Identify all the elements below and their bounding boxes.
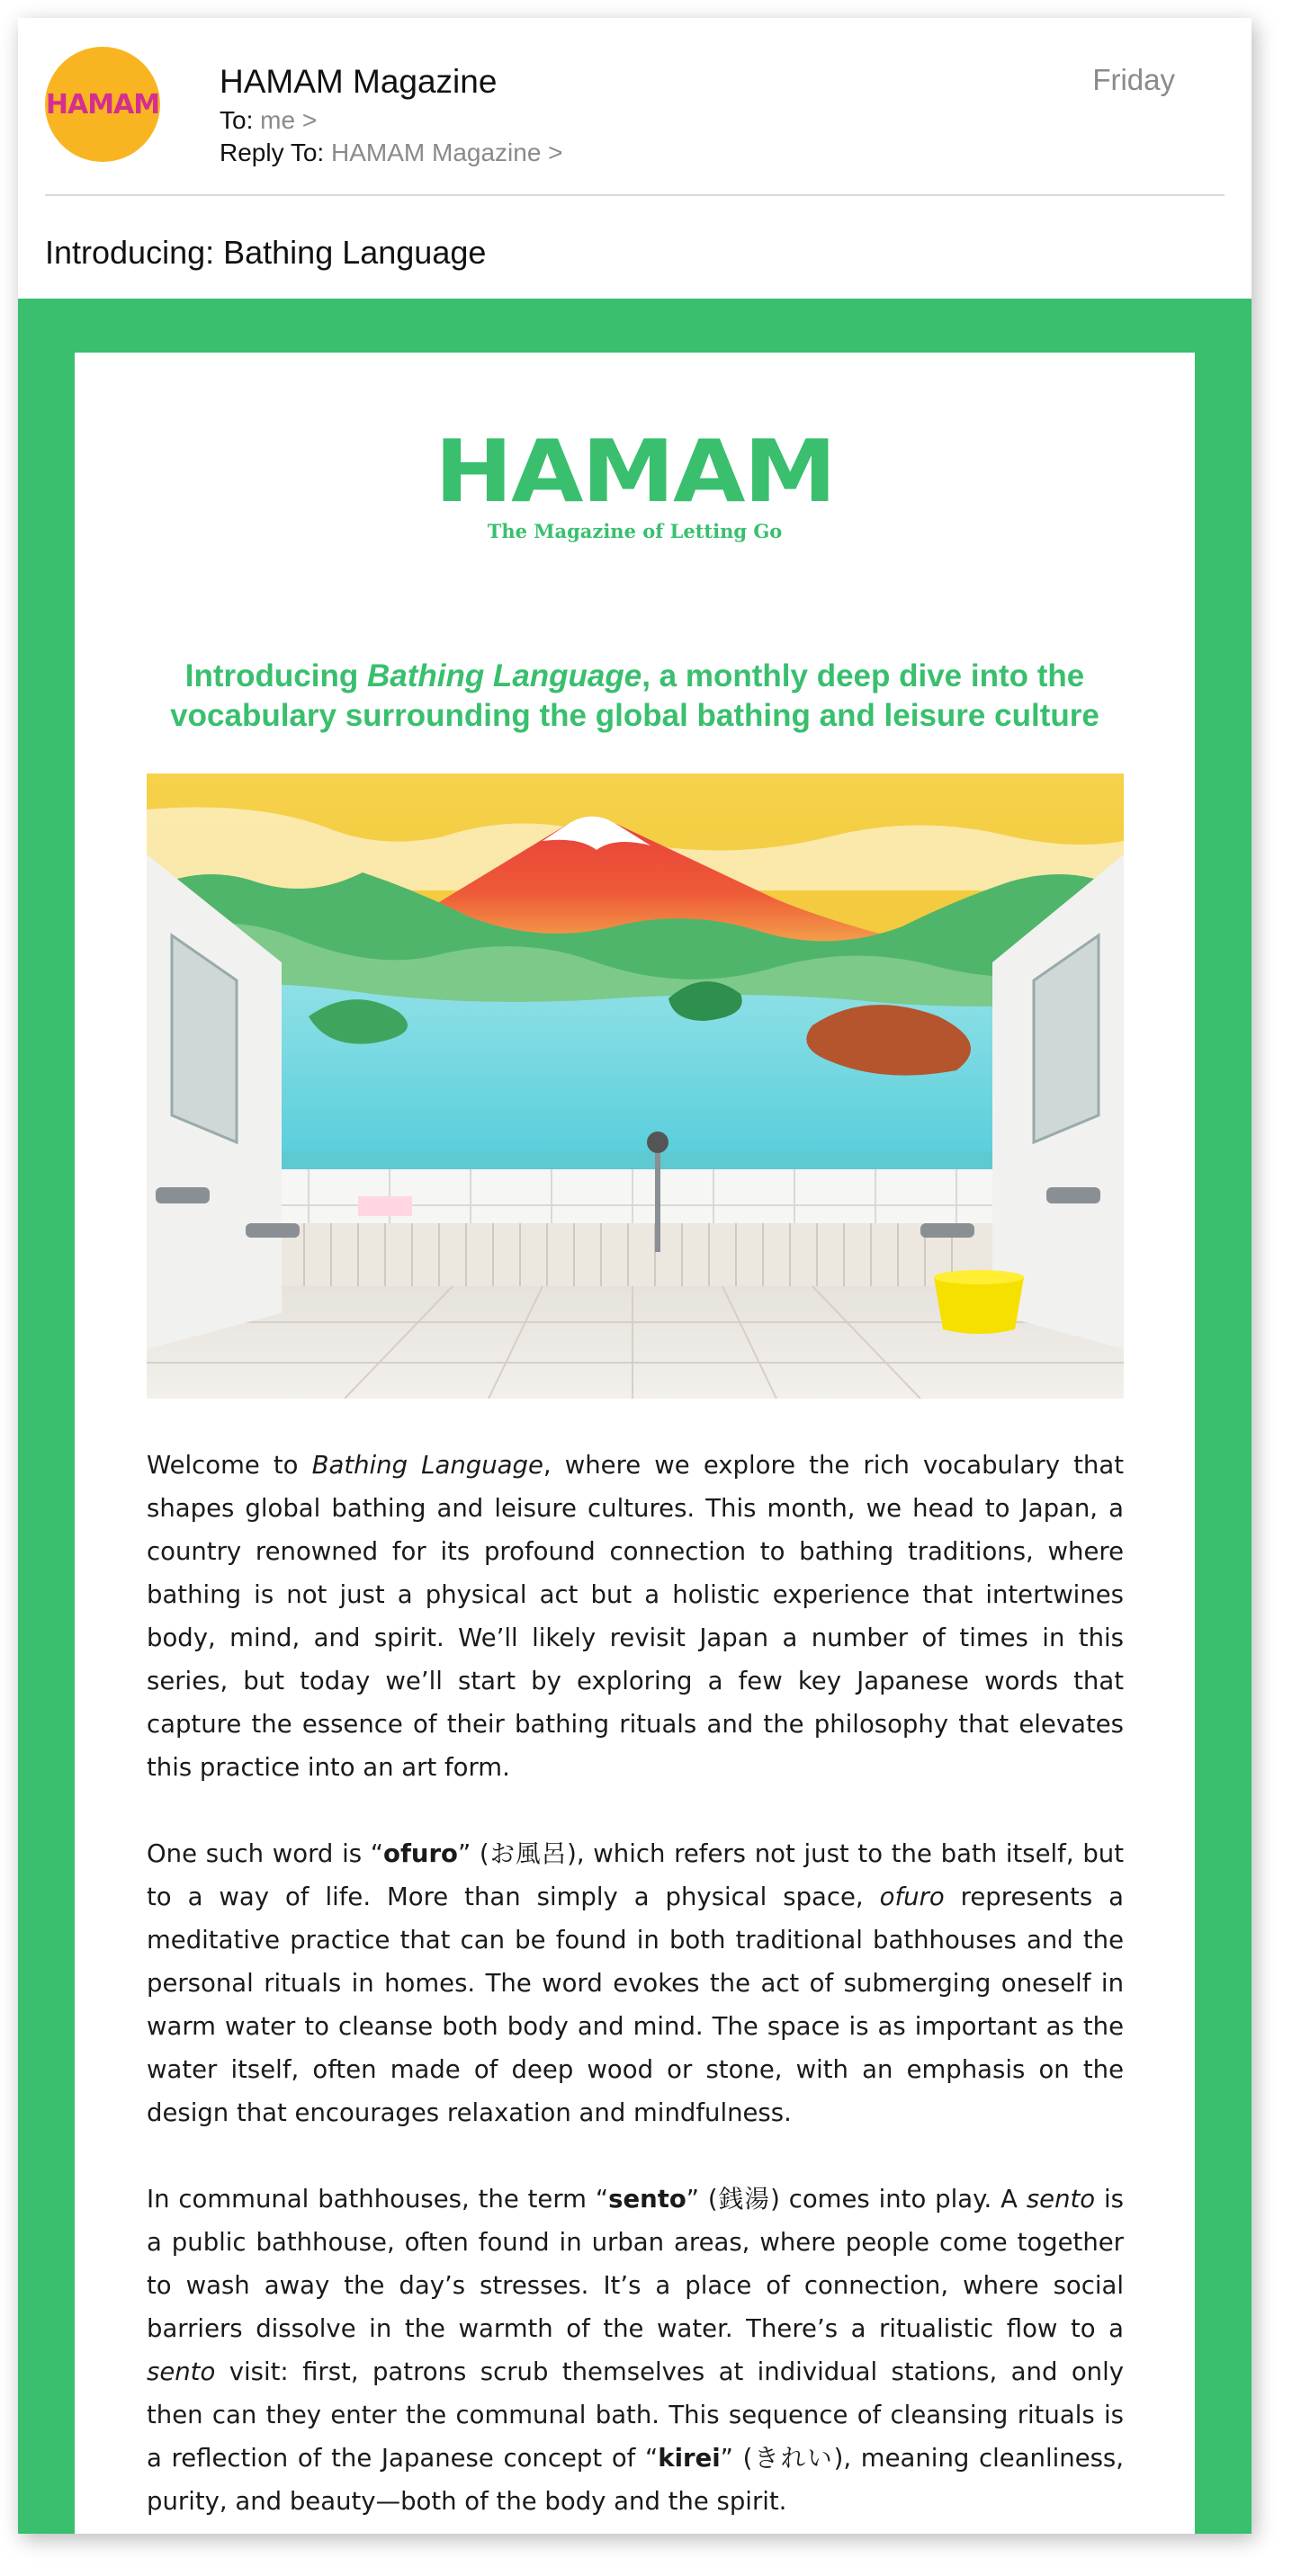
reply-to-line — [220, 139, 563, 167]
newsletter-background — [18, 299, 1252, 2534]
recipient-line — [220, 106, 317, 135]
paragraph-sento: In communal bathhouses, the term “sento” (銭湯) comes into play. A sento is a public bathhouse, often found in urban areas, where people come together to wash away the day’s stresses. It’s a place of connection, where social barriers dissolve in the warmth of the water. There’s a ritualistic flow to a sento visit: first, patrons scrub themselves at individual stations, and only then can they enter the communal bath. This sequence of cleansing rituals is a reflection of the Japanese concept of “kirei” (きれい), meaning cleanliness, purity, and beauty—both of the body and the spirit. — [147, 2185, 1125, 2516]
paragraph-ofuro: One such word is “ofuro” (お風呂), which refers not just to the bath itself, but to a way of life. More than simply a physical space, ofuro represents a meditative practice that can be found in both traditional bathhouses and the personal rituals in homes. The word evokes the act of submerging oneself in warm water to cleanse both body and mind. The space is as important as the water itself, often made of deep wood or stone, with an emphasis on the design that encourages relaxation and mindfulness. — [147, 1839, 1125, 2127]
newsletter-headline: Introducing Bathing Language, a monthly deep dive into the vocabulary surrounding the global bathing and leisure culture — [170, 658, 1099, 733]
logo-tagline: The Magazine of Letting Go — [487, 520, 783, 542]
bathhouse-photo — [147, 774, 1124, 1399]
reply-to-link[interactable]: HAMAM Magazine > — [331, 139, 563, 166]
logo-wordmark: HAMAM — [435, 420, 835, 523]
reply-to-label: Reply To: — [220, 139, 325, 166]
email-header — [18, 18, 1252, 299]
avatar-logo-text: HAMAM — [45, 88, 160, 121]
email-date: Friday — [1092, 63, 1175, 96]
sender-name[interactable]: HAMAM Magazine — [220, 63, 498, 100]
newsletter-content — [75, 353, 1195, 2534]
sender-avatar[interactable] — [45, 47, 160, 162]
to-recipient-link[interactable]: me > — [260, 106, 318, 134]
paragraph-intro: Welcome to Bathing Language, where we explore the rich vocabulary that shapes global bathing and leisure cultures. This month, we head to Japan, a country renowned for its profound connection to bathing traditions, where bathing is not just a physical act but a holistic experience that intertwines body, mind, and spirit. We’ll likely revisit Japan a number of times in this series, but today we’ll start by exploring a few key Japanese words that capture the essence of their bathing rituals and the philosophy that elevates this practice into an art form. — [147, 1451, 1124, 1782]
hamam-logo[interactable] — [75, 420, 1195, 542]
email-subject: Introducing: Bathing Language — [45, 234, 487, 271]
to-label: To: — [220, 106, 254, 134]
email-card — [18, 18, 1252, 2534]
header-divider — [45, 194, 1225, 196]
newsletter-body — [147, 1444, 1124, 2534]
